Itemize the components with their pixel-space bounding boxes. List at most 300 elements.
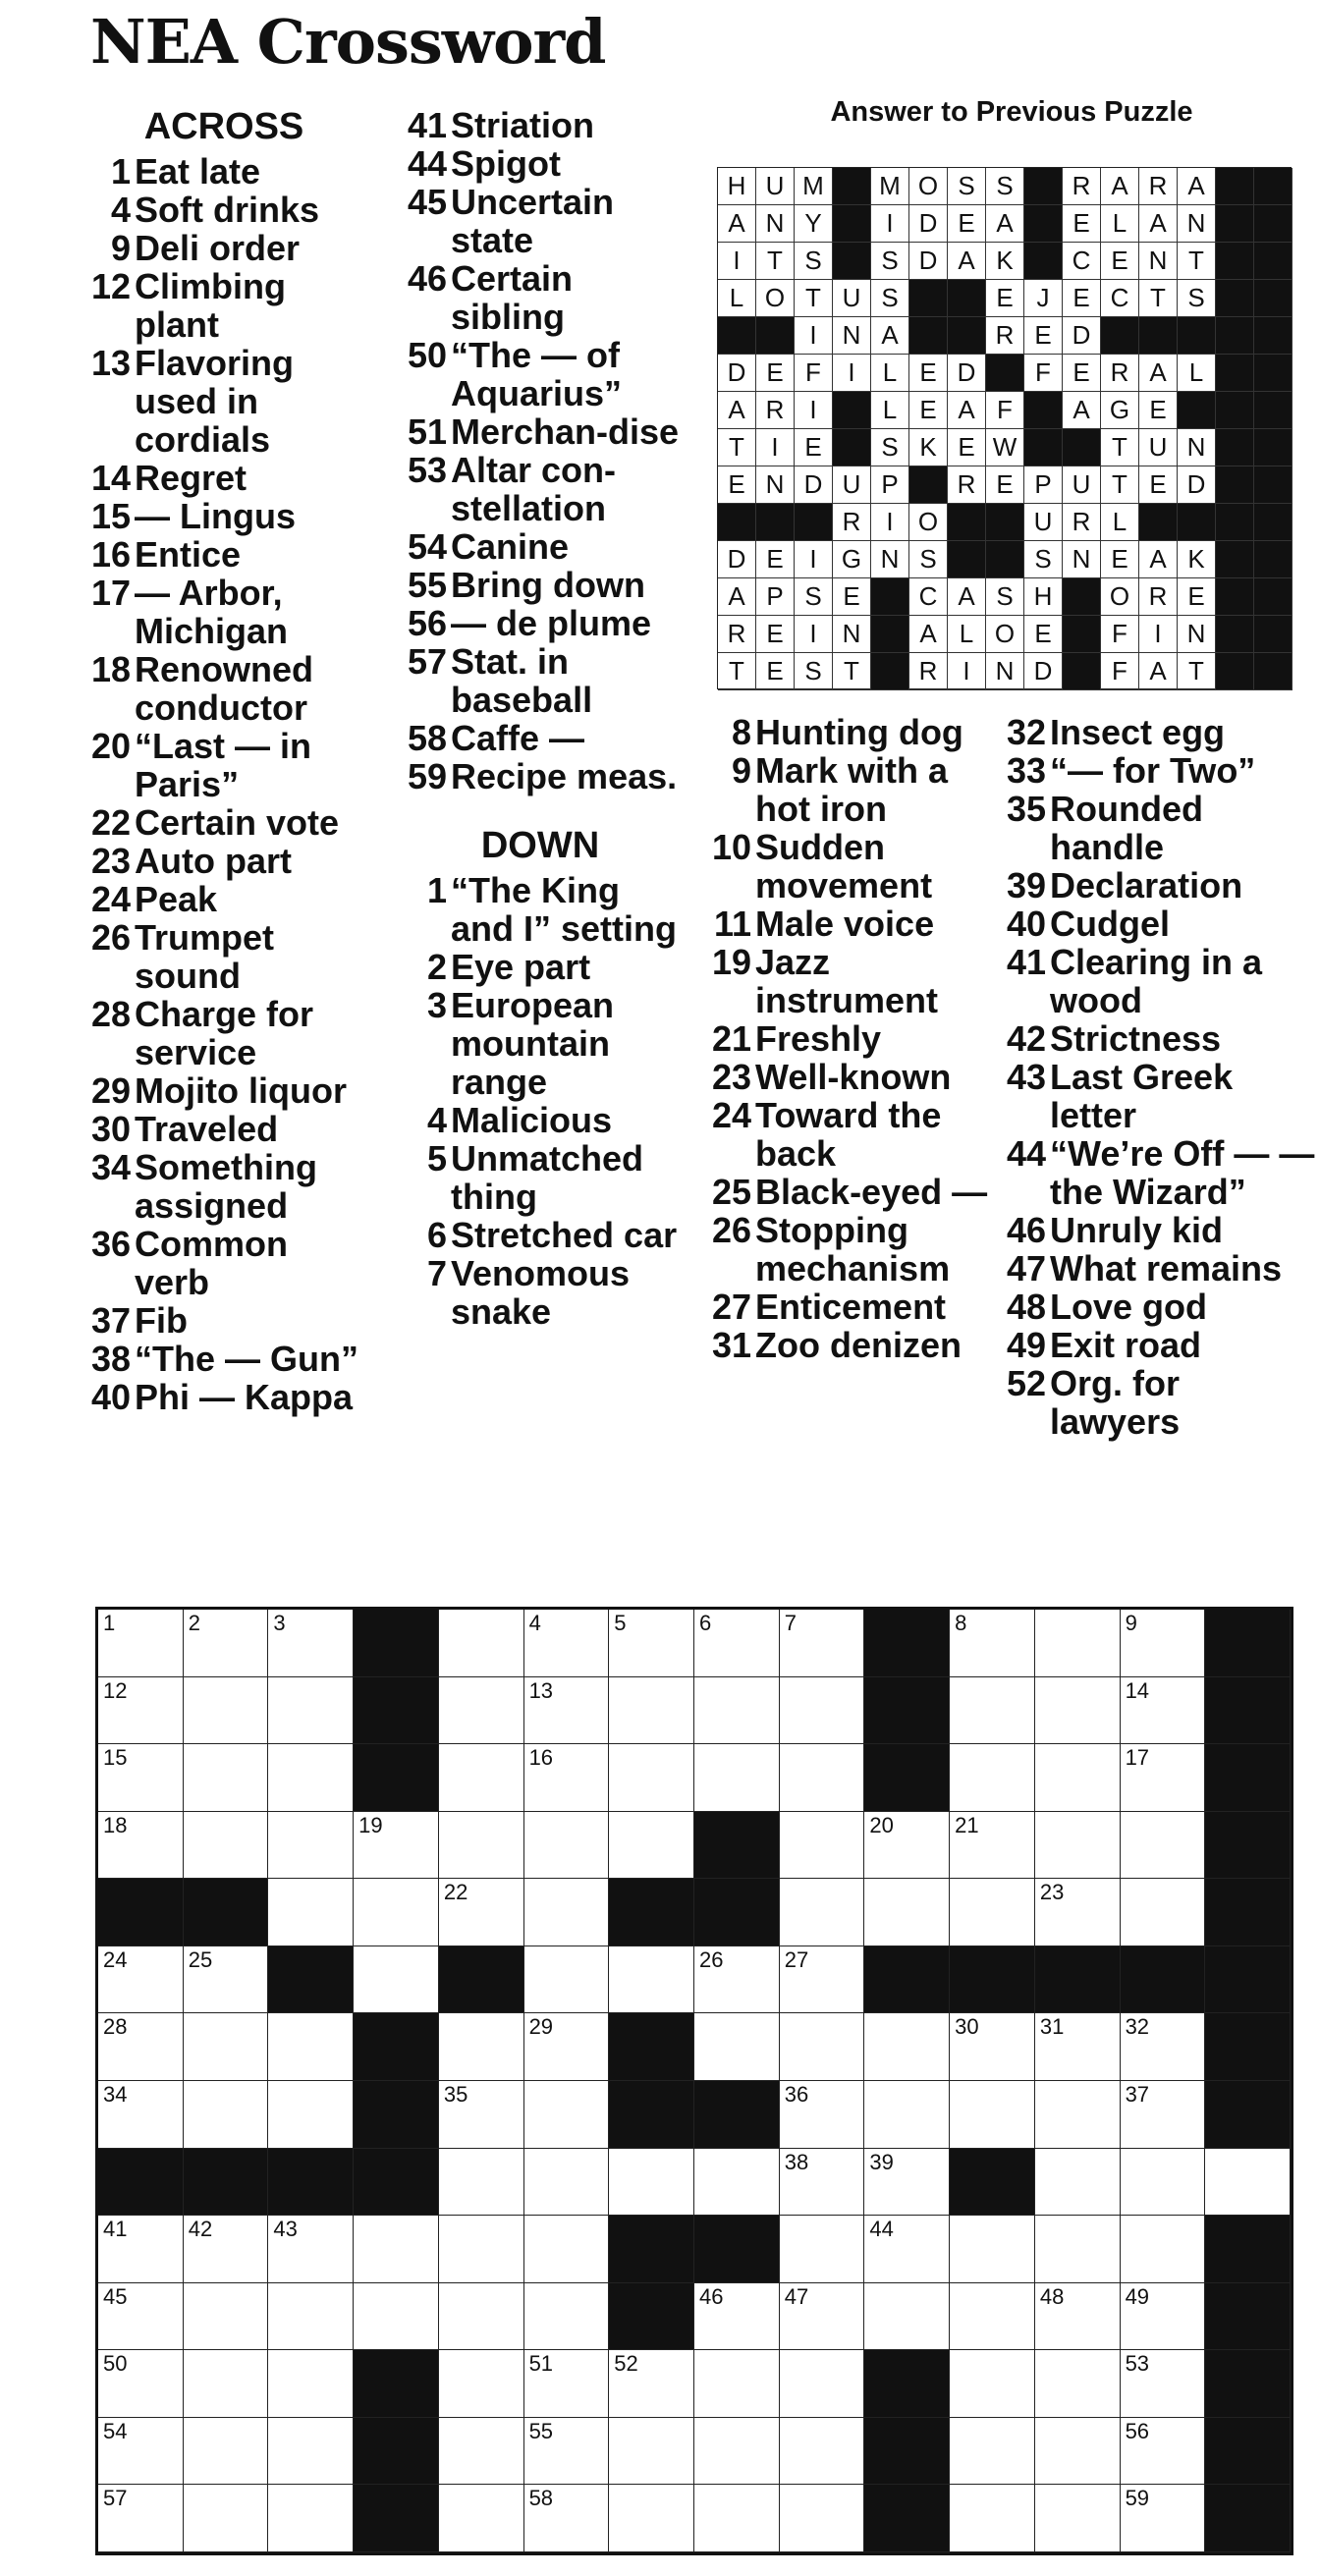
grid-cell[interactable] (864, 2149, 950, 2217)
answer-cell: F (1101, 616, 1139, 653)
grid-cell[interactable] (184, 2283, 269, 2351)
grid-cell[interactable] (694, 2149, 780, 2217)
grid-cell[interactable] (780, 2216, 865, 2283)
cell-number: 32 (1125, 2014, 1150, 2040)
answer-block (1063, 429, 1101, 466)
answer-block (1139, 317, 1178, 355)
clue (992, 1134, 1316, 1211)
grid-cell[interactable] (694, 1610, 780, 1677)
answer-block (795, 504, 833, 541)
grid-cell[interactable] (439, 1677, 524, 1745)
grid-cell[interactable] (524, 1879, 610, 1946)
answer-block (1216, 205, 1254, 243)
clue (393, 259, 688, 336)
grid-block (184, 2149, 269, 2217)
clue-text: Eat late (135, 151, 261, 192)
grid-cell[interactable] (268, 1744, 354, 1812)
answer-cell: E (1024, 616, 1063, 653)
cell-number: 20 (869, 1812, 894, 1837)
grid-cell[interactable] (694, 2418, 780, 2486)
down-column-4 (992, 713, 1316, 1441)
grid-cell[interactable] (609, 1610, 694, 1677)
answer-block (1063, 578, 1101, 616)
clue-number: 4 (426, 1100, 447, 1140)
answer-cell: E (833, 578, 871, 616)
grid-cell[interactable] (98, 1677, 184, 1745)
grid-cell[interactable] (694, 1744, 780, 1812)
grid-cell[interactable] (524, 1610, 610, 1677)
grid-cell[interactable] (439, 2485, 524, 2552)
grid-cell[interactable] (184, 2485, 269, 2552)
grid-cell[interactable] (1121, 2485, 1206, 2552)
grid-cell[interactable] (268, 2350, 354, 2418)
cell-number: 31 (1039, 2014, 1065, 2040)
grid-cell[interactable] (184, 2013, 269, 2081)
clue (697, 713, 992, 751)
answer-block (1024, 205, 1063, 243)
grid-cell[interactable] (98, 1744, 184, 1812)
grid-cell[interactable] (524, 2149, 610, 2217)
answer-cell: E (948, 429, 986, 466)
answer-cell: E (1063, 205, 1101, 243)
grid-block (864, 2350, 950, 2418)
grid-block (864, 1946, 950, 2014)
grid-block (864, 1744, 950, 1812)
grid-cell[interactable] (524, 1744, 610, 1812)
grid-cell[interactable] (950, 2485, 1035, 2552)
grid-cell[interactable] (1121, 2418, 1206, 2486)
clue-number: 58 (407, 718, 447, 758)
clue-text: Malicious (451, 1100, 613, 1140)
grid-cell[interactable] (524, 2013, 610, 2081)
grid-cell[interactable] (524, 2485, 610, 2552)
grid-cell[interactable] (780, 1744, 865, 1812)
cell-number: 50 (103, 2351, 128, 2377)
grid-cell[interactable] (609, 2418, 694, 2486)
answer-cell: S (795, 578, 833, 616)
grid-cell[interactable] (1035, 2418, 1121, 2486)
grid-cell[interactable] (98, 1812, 184, 1880)
grid-cell[interactable] (524, 1677, 610, 1745)
answer-block (1216, 541, 1254, 578)
clue-text: Certain vote (135, 802, 340, 843)
grid-block (1205, 2216, 1291, 2283)
clue (992, 1249, 1316, 1288)
clue-number: 21 (711, 1018, 751, 1059)
grid-block (1205, 2418, 1291, 2486)
grid-block (354, 1610, 439, 1677)
grid-cell[interactable] (524, 2081, 610, 2149)
cell-number: 14 (1125, 1677, 1150, 1703)
answer-block (871, 616, 909, 653)
answer-cell: I (795, 616, 833, 653)
grid-cell[interactable] (609, 2350, 694, 2418)
grid-cell[interactable] (1121, 1677, 1206, 1745)
clue-number: 59 (407, 756, 447, 796)
across-clue-list-2 (393, 106, 688, 795)
clue (992, 904, 1316, 943)
grid-cell[interactable] (439, 2418, 524, 2486)
grid-cell[interactable] (98, 2485, 184, 2552)
answer-cell: D (909, 205, 948, 243)
grid-cell[interactable] (864, 1812, 950, 1880)
answer-cell: J (1024, 280, 1063, 317)
answer-cell: E (986, 280, 1024, 317)
answer-cell: N (756, 205, 795, 243)
grid-cell[interactable] (1121, 2149, 1206, 2217)
grid-cell[interactable] (1121, 1812, 1206, 1880)
grid-cell[interactable] (1035, 1610, 1121, 1677)
answer-block (1216, 578, 1254, 616)
answer-block (1254, 317, 1292, 355)
cell-number: 46 (699, 2283, 724, 2309)
grid-cell[interactable] (950, 2350, 1035, 2418)
clue-number: 29 (90, 1070, 131, 1111)
grid-block (354, 2013, 439, 2081)
clue-text: Mark with a hot iron (755, 750, 949, 829)
cell-number: 56 (1125, 2418, 1150, 2443)
answer-cell: S (986, 578, 1024, 616)
grid-cell[interactable] (439, 1879, 524, 1946)
grid-cell[interactable] (524, 2216, 610, 2283)
grid-cell[interactable] (780, 2418, 865, 2486)
grid-cell[interactable] (950, 1677, 1035, 1745)
answer-block (833, 168, 871, 205)
grid-cell[interactable] (1121, 2081, 1206, 2149)
clue-text: Jazz instrument (755, 942, 939, 1020)
grid-cell[interactable] (1035, 1677, 1121, 1745)
clue-text: Insect egg (1050, 712, 1226, 752)
grid-cell[interactable] (609, 1744, 694, 1812)
grid-cell[interactable] (184, 1677, 269, 1745)
clue (77, 995, 371, 1071)
answer-cell: N (1139, 243, 1178, 280)
grid-cell[interactable] (268, 1610, 354, 1677)
answer-cell: U (756, 168, 795, 205)
grid-cell[interactable] (950, 2081, 1035, 2149)
clue-number: 43 (1006, 1057, 1046, 1097)
answer-cell: U (1139, 429, 1178, 466)
across-clue-list (77, 152, 371, 1416)
grid-cell[interactable] (609, 1812, 694, 1880)
grid-cell[interactable] (268, 2216, 354, 2283)
clue (393, 1101, 688, 1139)
grid-cell[interactable] (268, 2013, 354, 2081)
grid-cell[interactable] (524, 2283, 610, 2351)
grid-cell[interactable] (524, 2350, 610, 2418)
clue-number: 45 (407, 182, 447, 222)
grid-cell[interactable] (780, 2350, 865, 2418)
clue-text: Male voice (755, 904, 935, 944)
grid-cell[interactable] (694, 2013, 780, 2081)
grid-cell[interactable] (354, 1879, 439, 1946)
clue-number: 6 (426, 1215, 447, 1255)
clue-text: Exit road (1050, 1325, 1202, 1365)
grid-cell[interactable] (780, 2283, 865, 2351)
clue-number: 39 (1006, 865, 1046, 905)
grid-cell[interactable] (950, 1610, 1035, 1677)
grid-cell[interactable] (184, 2418, 269, 2486)
grid-cell[interactable] (98, 2216, 184, 2283)
grid-cell[interactable] (780, 1677, 865, 1745)
clue (77, 1110, 371, 1148)
clue-text: Clearing in a wood (1050, 942, 1263, 1020)
answer-cell: N (871, 541, 909, 578)
answer-cell: A (1139, 541, 1178, 578)
answer-cell: T (833, 653, 871, 690)
grid-cell[interactable] (780, 1879, 865, 1946)
grid-block (184, 1879, 269, 1946)
grid-cell[interactable] (1035, 1812, 1121, 1880)
clue-text: Last Greek letter (1050, 1057, 1234, 1135)
clue-number: 4 (110, 190, 131, 230)
grid-cell[interactable] (950, 1879, 1035, 1946)
clue-text: Hunting dog (755, 712, 963, 752)
grid-cell[interactable] (864, 2013, 950, 2081)
grid-cell[interactable] (609, 2485, 694, 2552)
answer-block (1024, 429, 1063, 466)
grid-cell[interactable] (184, 2216, 269, 2283)
grid-cell[interactable] (439, 1610, 524, 1677)
grid-block (694, 2216, 780, 2283)
clue (77, 497, 371, 535)
clue-number: 42 (1006, 1018, 1046, 1059)
grid-cell[interactable] (184, 1946, 269, 2014)
grid-cell[interactable] (439, 2283, 524, 2351)
grid-cell[interactable] (268, 2283, 354, 2351)
clue (77, 727, 371, 803)
grid-cell[interactable] (780, 2013, 865, 2081)
cell-number: 38 (784, 2149, 809, 2174)
answer-cell: T (1139, 280, 1178, 317)
grid-cell[interactable] (184, 1812, 269, 1880)
answer-cell: I (833, 355, 871, 392)
grid-cell[interactable] (694, 2350, 780, 2418)
answer-cell: N (1178, 429, 1216, 466)
answer-cell: F (986, 392, 1024, 429)
clue-text: Renowned conductor (135, 649, 314, 728)
clue (393, 948, 688, 986)
grid-cell[interactable] (609, 1946, 694, 2014)
clue-number: 44 (407, 143, 447, 184)
grid-cell[interactable] (268, 1812, 354, 1880)
cell-number: 13 (528, 1677, 554, 1703)
grid-cell[interactable] (1121, 1879, 1206, 1946)
grid-cell[interactable] (184, 2081, 269, 2149)
grid-cell[interactable] (1121, 2283, 1206, 2351)
grid-cell[interactable] (950, 1744, 1035, 1812)
grid-cell[interactable] (98, 1946, 184, 2014)
grid-cell[interactable] (184, 2350, 269, 2418)
clue (393, 336, 688, 412)
answer-cell: O (986, 616, 1024, 653)
clue-text: Zoo denizen (755, 1325, 962, 1365)
grid-cell[interactable] (439, 2081, 524, 2149)
grid-cell[interactable] (1035, 2216, 1121, 2283)
grid-cell[interactable] (1035, 2081, 1121, 2149)
grid-block (694, 1879, 780, 1946)
grid-cell[interactable] (439, 2216, 524, 2283)
grid-cell[interactable] (950, 2013, 1035, 2081)
clue-text: Auto part (135, 841, 292, 881)
grid-cell[interactable] (780, 1610, 865, 1677)
grid-cell[interactable] (1035, 1879, 1121, 1946)
grid-cell[interactable] (268, 2485, 354, 2552)
grid-cell[interactable] (1121, 1610, 1206, 1677)
grid-block (1205, 2013, 1291, 2081)
grid-cell[interactable] (439, 2350, 524, 2418)
clue-number: 26 (90, 917, 131, 958)
answer-cell: E (1139, 466, 1178, 504)
puzzle-grid[interactable] (95, 1607, 1293, 2555)
cell-number: 37 (1125, 2081, 1150, 2107)
clue-number: 22 (90, 802, 131, 843)
grid-cell[interactable] (1121, 1744, 1206, 1812)
grid-cell[interactable] (780, 2081, 865, 2149)
grid-cell[interactable] (694, 1946, 780, 2014)
grid-cell[interactable] (439, 1812, 524, 1880)
answer-cell: E (756, 653, 795, 690)
clue-text: Soft drinks (135, 190, 320, 230)
grid-cell[interactable] (1121, 2216, 1206, 2283)
grid-cell[interactable] (950, 2216, 1035, 2283)
answer-block (1216, 280, 1254, 317)
answer-cell: I (871, 205, 909, 243)
grid-cell[interactable] (1205, 2149, 1291, 2217)
grid-cell[interactable] (524, 1812, 610, 1880)
answer-cell: C (1101, 280, 1139, 317)
grid-cell[interactable] (694, 2485, 780, 2552)
answer-block (1254, 578, 1292, 616)
clue (77, 1340, 371, 1378)
answer-cell: T (1101, 466, 1139, 504)
cell-number: 27 (784, 1946, 809, 1972)
answer-cell: L (1101, 504, 1139, 541)
answer-cell: I (871, 504, 909, 541)
answer-cell: L (1101, 205, 1139, 243)
grid-cell[interactable] (524, 1946, 610, 2014)
grid-cell[interactable] (1035, 2149, 1121, 2217)
grid-cell[interactable] (950, 1812, 1035, 1880)
answer-block (1254, 168, 1292, 205)
grid-cell[interactable] (354, 1946, 439, 2014)
answer-cell: S (909, 541, 948, 578)
clue-number: 28 (90, 994, 131, 1034)
grid-cell[interactable] (184, 1610, 269, 1677)
grid-cell[interactable] (864, 1879, 950, 1946)
grid-cell[interactable] (184, 1744, 269, 1812)
grid-cell[interactable] (268, 2081, 354, 2149)
grid-cell[interactable] (268, 1677, 354, 1745)
grid-cell[interactable] (98, 2283, 184, 2351)
answer-block (1024, 168, 1063, 205)
clue-number: 40 (90, 1377, 131, 1417)
answer-block (1254, 280, 1292, 317)
clue-text: Certain sibling (451, 258, 574, 337)
grid-cell[interactable] (524, 2418, 610, 2486)
grid-cell[interactable] (780, 2485, 865, 2552)
clue (992, 790, 1316, 866)
answer-block (1178, 504, 1216, 541)
grid-cell[interactable] (950, 2418, 1035, 2486)
answer-cell: E (756, 616, 795, 653)
grid-cell[interactable] (268, 2418, 354, 2486)
clue-number: 31 (711, 1325, 751, 1365)
grid-cell[interactable] (609, 2149, 694, 2217)
clue (77, 842, 371, 880)
answer-cell: T (718, 429, 756, 466)
clue (697, 1326, 992, 1364)
grid-cell[interactable] (864, 2216, 950, 2283)
grid-cell[interactable] (98, 2418, 184, 2486)
grid-cell[interactable] (268, 1879, 354, 1946)
grid-cell[interactable] (98, 1610, 184, 1677)
grid-cell[interactable] (609, 1677, 694, 1745)
answer-cell: N (756, 466, 795, 504)
grid-cell[interactable] (1035, 2350, 1121, 2418)
grid-cell[interactable] (780, 1812, 865, 1880)
grid-cell[interactable] (1035, 2485, 1121, 2552)
answer-cell: D (718, 355, 756, 392)
clue-text: Canine (451, 526, 570, 567)
answer-block (986, 504, 1024, 541)
clue-text: Stopping mechanism (755, 1210, 951, 1288)
grid-cell[interactable] (354, 2216, 439, 2283)
grid-cell[interactable] (1121, 2350, 1206, 2418)
grid-cell[interactable] (694, 1677, 780, 1745)
answer-cell: O (1101, 578, 1139, 616)
answer-block (1063, 616, 1101, 653)
grid-cell[interactable] (354, 2283, 439, 2351)
answer-cell: E (1101, 243, 1139, 280)
grid-cell[interactable] (1035, 2283, 1121, 2351)
grid-block (354, 2081, 439, 2149)
grid-cell[interactable] (1035, 2013, 1121, 2081)
grid-cell[interactable] (864, 2283, 950, 2351)
grid-cell[interactable] (439, 2149, 524, 2217)
grid-cell[interactable] (864, 2081, 950, 2149)
grid-cell[interactable] (439, 2013, 524, 2081)
grid-cell[interactable] (98, 2081, 184, 2149)
grid-cell[interactable] (1035, 1744, 1121, 1812)
grid-cell[interactable] (780, 2149, 865, 2217)
cell-number: 34 (103, 2081, 128, 2107)
clue-number: 18 (90, 649, 131, 689)
clue-number: 41 (407, 105, 447, 145)
clue-text: Unruly kid (1050, 1210, 1224, 1250)
grid-cell[interactable] (694, 2283, 780, 2351)
clue-number: 38 (90, 1339, 131, 1379)
cell-number: 17 (1125, 1745, 1150, 1771)
grid-block (439, 1946, 524, 2014)
cell-number: 45 (103, 2283, 128, 2309)
answer-block (1254, 205, 1292, 243)
answer-cell: R (1063, 504, 1101, 541)
clue (697, 943, 992, 1019)
clue-number: 51 (407, 411, 447, 452)
grid-cell[interactable] (98, 2350, 184, 2418)
answer-cell: E (909, 355, 948, 392)
grid-cell[interactable] (98, 2013, 184, 2081)
grid-cell[interactable] (780, 1946, 865, 2014)
cell-number: 48 (1039, 2283, 1065, 2309)
grid-cell[interactable] (354, 1812, 439, 1880)
grid-cell[interactable] (439, 1744, 524, 1812)
answer-cell: D (909, 243, 948, 280)
grid-cell[interactable] (950, 2283, 1035, 2351)
clue (393, 527, 688, 566)
grid-cell[interactable] (1121, 2013, 1206, 2081)
